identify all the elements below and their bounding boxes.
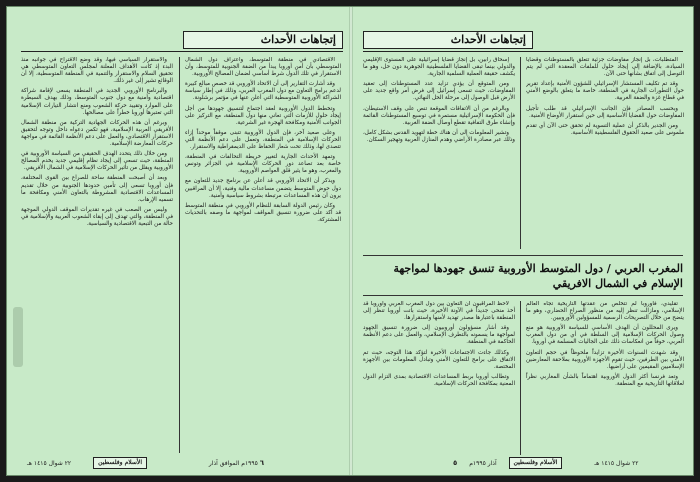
right-column-divider [520,57,521,249]
paragraph: وبعد أن أصبحت المنطقة ساحة للصراع بين القوى المختلفة، فإن أوروبا تسعى إلى تأمين حدودها الجنوبية من خلال تقديم المساعدات الاقتصادية المشروطة بالتعاون الأمني ومكافحة ما تسميه الإرهاب. [21,175,173,203]
paragraph: وتعد فرنسا أكثر الدول الأوروبية اهتماماً بالشأن المغاربي نظراً لعلاقاتها التاريخية مع المنطقة. [526,373,684,387]
paragraph: وتشير المعلومات إلى أن هناك خطة لتهويد القدس بشكل كامل، وذلك عبر مصادرة الأراضي وهدم المنازل العربية وتهجير السكان. [363,129,515,143]
right-page [353,7,695,475]
paragraph: وقد أشارت التقارير إلى أن الاتحاد الأوروبي قد خصص مبالغ كبيرة لدعم برامج التعاون مع دول المغرب العربي، وذلك في إطار سياسة الشراكة الأوروبية المتوسطية التي أعلن عنها في مؤتمر برشلونة. [185,81,341,102]
left-footer-date: ٢٢ شوال ١٤١٥ هـ [27,459,72,467]
paragraph: وبالرغم من أن الاتفاقات الموقعة تنص على وقف الاستيطان، فإن الحكومة الإسرائيلية مستمرة في توسيع المستوطنات القائمة وإنشاء طرق التفافية تقطع أوصال الضفة الغربية. [363,105,515,126]
right-column-1 [363,57,515,249]
paragraph: المتطلبات، بل إنجاز مفاوضات جزئية تتعلق بالمستوطنات وقضايا السيادة، بالإضافة إلى إيجاد حلول للملفات المعقدة التي لم يتم التوصل إلى اتفاق بشأنها حتى الآن. [526,57,684,78]
paragraph: ويذكر أن الاتحاد الأوروبي قد أعلن عن برنامج جديد للتعاون مع دول حوض المتوسط يتضمن مساعدات مالية وفنية، إلا أن المراقبين يرون أن هذه المساعدات مرتبطة بشروط سياسية وأمنية. [185,178,341,199]
paragraph: وقد أشار مسؤولون أوروبيون إلى ضرورة تنسيق الجهود لمواجهة ما يسمونه بالتطرف الإسلامي، والعمل على دعم الأنظمة الحاكمة في المنطقة. [363,325,515,346]
paragraph: وليس من الصعب في غيره تقديرات الموقف الدولي الموجهة في المنطقة، والتي تهدف إلى إبقاء الشعوب العربية والإسلامية في حالة من التبعية الاقتصادية والسياسية. [21,206,173,227]
paragraph: ومن الجدير بالذكر أن عملية التسوية لم تحقق حتى الآن أي تقدم ملموس على صعيد الحقوق الفلسطينية الأساسية. [526,122,684,136]
paragraph: وتمهد الأحداث الجارية لتغيير خريطة التحالفات في المنطقة، خاصة بعد تصاعد دور الحركات الإسلامية في الجزائر وتونس والمغرب، وهو ما يثير قلق العواصم الأوروبية. [185,154,341,175]
article-column-divider [520,301,521,455]
magazine-spread [6,6,694,476]
right-footer-issue: آذار ١٩٩٥م [469,459,497,467]
right-footer-logo: الأسلام وفلسطين [509,457,563,469]
left-column-1 [21,57,173,453]
left-section-title: إتجاهات الأحداث [260,33,336,46]
right-section-title: إتجاهات الأحداث [450,33,526,46]
paragraph: وتطالب أوروبا بربط المساعدات الاقتصادية بمدى التزام الدول المعنية بمكافحة الحركات الإسلامية. [363,373,515,387]
right-footer [363,457,683,469]
paragraph: وقد تم تكليف المستشار الإسرائيلي للشؤون الأمنية بإعداد تقرير حول التطورات الجارية في المنطقة، خاصة ما يتعلق بالوضع الأمني في قطاع غزة والضفة الغربية. [526,81,684,102]
paragraph: والبرنامج الأوروبي الجديد في المنطقة يسعى لإقامة شراكة اقتصادية وأمنية مع دول جنوب المتوسط، وذلك بهدف السيطرة على الموارد وتقييد حركة الشعوب ومنع انتشار التيارات الإسلامية التي تعتبرها أوروبا خطراً على مصالحها. [21,88,173,116]
left-column-divider [179,57,180,453]
paragraph: وكان رئيس الدولة السابقة للنظام الأوروبي في منطقة المتوسط قد أكد على ضرورة تنسيق المواقف لمواجهة ما وصفه بالتحديات المشتركة. [185,202,341,223]
paragraph: تقليدي، فأوروبا لم تتخلص من عقدتها التاريخية تجاه العالم الإسلامي، ومازالت تنظر إليه من منظور الصراع الحضاري، وهو ما يتضح من خلال التصريحات الرسمية للمسؤولين الأوروبيين. [526,301,684,322]
article-headline: المغرب العربي / دول المتوسط الأوروبية تنسق جهودها لمواجهة الإسلام في الشمال الافريقي [393,262,683,290]
paragraph: وبرغم أن هذه الحركات الجهادية التركية من منطقة الشمال الأفريقي العربية الإسلامية، فهو تكمن دعواه داخل وتوجه لتحقيق الاستقرار الاقتصادي، والعمل على دعم الأنظمة القائمة في مواجهة حركات المعارضة الإسلامية. [21,119,173,148]
right-section-header [363,31,533,49]
paragraph: وتخطط الدول الأوروبية لعقد اجتماع لتنسيق جهودها من أجل إيجاد حلول للأزمات التي تعاني منها دول المنطقة، مع التركيز على الجوانب الأمنية ومكافحة الهجرة غير الشرعية. [185,105,341,126]
left-footer-logo: الأسلام وفلسطين [93,457,147,469]
article-headline-rule [363,295,683,296]
article-column-2 [526,301,684,455]
article-top-rule [363,255,683,256]
right-column-2 [526,57,684,249]
paragraph: وكذلك جاءت الاجتماعات الأخيرة لتؤكد هذا التوجه، حيث تم الاتفاق على برامج للتعاون الأمني وتبادل المعلومات بين الأجهزة المختصة. [363,349,515,370]
left-header-rule [21,51,343,52]
left-page [7,7,349,475]
left-footer [21,457,343,469]
paragraph: ويرى المحللون أن الهدف الأساسي للسياسة الأوروبية هو منع وصول الحركات الإسلامية إلى السلطة في أي من دول المغرب العربي، خوفاً من انعكاسات ذلك على الجاليات المسلمة في أوروبا. [526,325,684,346]
right-header-rule [363,51,683,52]
paragraph: ومن المتوقع أن يؤدي تزايد عدد المستوطنات إلى تعقيد المفاوضات، حيث تسعى إسرائيل إلى فرض أمر واقع جديد على الأرض قبل الوصول إلى مرحلة الحل النهائي. [363,81,515,102]
paragraph: وعلى صعيد آخر، فإن الدول الأوروبية تتبنى موقفاً موحداً إزاء الحركات الإسلامية في المنطقة، وتعمل على دعم الأنظمة التي تتصدى لها، وذلك تحت شعار الحفاظ على الديمقراطية والاستقرار. [185,129,341,151]
paragraph: والاستقرار السياسي فيها، وقد وضع الاقتراح في جوانبه منذ البدء إذ كانت الأهداف المعلنة لمجلس التعاون المتوسطي هي تحقيق السلام والاستقرار والتنمية في المنطقة المتوسطية، إلا أن الوقائع تشير إلى غير ذلك. [21,57,173,85]
paragraph: ومن خلال ذلك يتحدد الهدف الحقيقي من السياسة الأوروبية في المنطقة، حيث تسعى إلى إيجاد نظام إقليمي جديد يخدم المصالح الأوروبية ويقلل من تأثير الحركات الإسلامية في الشمال الأفريقي. [21,151,173,172]
paragraph: لاحظ المراقبون أن التعاون بين دول المغرب العربي وأوروبا قد أخذ منحى جديداً في الآونة الأخيرة، حيث باتت أوروبا تنظر إلى المنطقة باعتبارها مصدر تهديد لأمنها واستقرارها. [363,301,515,322]
paragraph: وقد شهدت السنوات الأخيرة تزايداً ملحوظاً في حجم التعاون الأمني بين الطرفين، حيث تقوم الأجهزة الأوروبية بملاحقة المعارضين الإسلاميين المقيمين على أراضيها. [526,349,684,370]
left-footer-issue: ١٩٩٥م الموافق آذار [208,459,258,467]
paragraph: وبحسب المصادر فإن الجانب الإسرائيلي قد طلب تأجيل المفاوضات حول القضايا الأساسية إلى حين استقرار الأوضاع الأمنية. [526,105,684,119]
right-page-number: ٥ [453,459,458,467]
right-footer-date: ٢٢ شوال ١٤١٥ هـ [594,459,639,467]
left-section-header [183,31,343,49]
paragraph: إسحاق رابين، بل إنجاز قضايا إسرائيلية على المستوى الإقليمي والدولي بينما تبقى القضايا الفلسطينية الجوهرية دون حل، وهو ما يكشف حقيقة العملية السلمية الجارية. [363,57,515,78]
paragraph: الاقتصادي في منطقة المتوسط، واعتراف دول الشمال المتوسطي بأن أمن أوروبا يبدأ من الضفة الجنوبية للمتوسط، وأن الاستقرار في تلك الدول شرط أساسي لضمان المصالح الأوروبية. [185,57,341,78]
left-column-2 [185,57,341,453]
left-page-number: ٦ [259,459,265,467]
article-column-1 [363,301,515,455]
